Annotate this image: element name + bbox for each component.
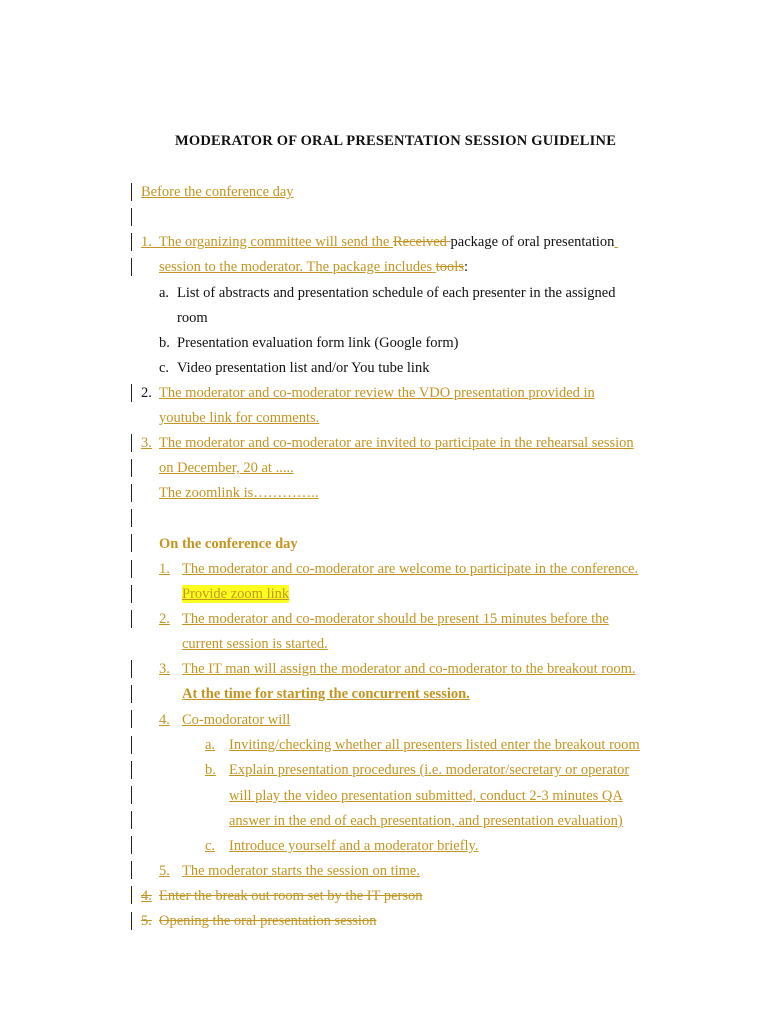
during-item-2-line-2: current session is started. (182, 636, 328, 652)
before-item-3-line-1: The moderator and co-moderator are invited to participate in the rehearsal session (159, 435, 634, 451)
item-text: session to the moderator. The package includes (159, 259, 433, 275)
sub-label: c. (205, 838, 216, 854)
sub-item-a-cont: room (177, 310, 208, 326)
before-item-2-line-1: The moderator and co-moderator review the VDO presentation provided in (159, 385, 595, 401)
during-item-1-line-1: The moderator and co-moderator are welcome to participate in the conference. (182, 561, 639, 577)
sub-item-a (159, 284, 169, 302)
sub-label: a. (205, 737, 216, 753)
during-item-1-num: 1. (159, 561, 170, 577)
deleted-text: Received (392, 234, 447, 250)
section-heading-before: Before the conference day (141, 184, 294, 200)
deleted-item-5-num: 5. (141, 913, 152, 929)
change-bar (131, 685, 132, 703)
sub-item-b-text: Presentation evaluation form link (Google form) (177, 335, 459, 351)
during-item-4-num: 4. (159, 712, 170, 728)
sub-label: a. (159, 285, 170, 301)
provide-zoom-link: Provide zoom link (182, 586, 290, 602)
sub-item-text: Introduce yourself and a moderator briefly. (229, 838, 479, 854)
sub-item-b-label: b. (159, 335, 170, 351)
during-item-4-text: Co-modorator will (182, 712, 291, 728)
deleted-item-5-text: Opening the oral presentation session (159, 913, 377, 929)
item-number: 1. (141, 234, 152, 250)
page-title: MODERATOR OF ORAL PRESENTATION SESSION GUIDELINE (175, 133, 617, 149)
before-item-3-line-3: The zoomlink is………….. (159, 485, 319, 501)
sub-item-c-label: c. (159, 360, 170, 376)
during-item-5-text: The moderator starts the session on time. (182, 863, 420, 879)
before-item-2-line-2: youtube link for comments. (159, 410, 320, 426)
change-bar (131, 710, 132, 728)
deleted-text: tools (435, 259, 464, 275)
change-bar (131, 484, 132, 502)
change-bar (131, 610, 132, 628)
before-item-1-line-2 (159, 258, 468, 276)
before-item-2-num: 2. (141, 385, 152, 401)
change-bar (131, 786, 132, 804)
change-bar (131, 585, 132, 603)
sub-item-text: answer in the end of each presentation, and presentation evaluation) (229, 813, 623, 829)
item-text: package of oral presentation (450, 234, 615, 250)
change-bar (131, 208, 132, 226)
change-bar (131, 534, 132, 552)
sub-item-text: Explain presentation procedures (i.e. moderator/secretary or operator (229, 762, 630, 778)
sub-item-a-text: List of abstracts and presentation schedule of each presenter in the assigned (177, 285, 616, 301)
change-bar (131, 660, 132, 678)
sub-item-text: Inviting/checking whether all presenters listed enter the breakout room (229, 737, 640, 753)
change-bar (131, 836, 132, 854)
deleted-item-4-text: Enter the break out room set by the IT person (159, 888, 423, 904)
before-item-3-num: 3. (141, 435, 152, 451)
change-bar (131, 509, 132, 527)
colon: : (463, 259, 469, 275)
during-item-5-num: 5. (159, 863, 170, 879)
during-item-2-num: 2. (159, 611, 170, 627)
change-bar (131, 233, 132, 251)
before-item-1-line-1 (141, 233, 618, 251)
item-text: The organizing committee will send the (158, 234, 390, 250)
change-bar (131, 434, 132, 452)
sub-item-text: will play the video presentation submitted, conduct 2-3 minutes QA (229, 788, 623, 804)
during-item-3-num: 3. (159, 661, 170, 677)
change-bar (131, 736, 132, 754)
deleted-item-4-num: 4. (141, 888, 152, 904)
change-bar (131, 912, 132, 930)
change-bar (131, 811, 132, 829)
change-bar (131, 459, 132, 477)
sub-item-c-text: Video presentation list and/or You tube link (177, 360, 430, 376)
during-item-3-line-2: At the time for starting the concurrent session. (182, 686, 470, 702)
change-bar (131, 258, 132, 276)
change-bar (131, 886, 132, 904)
change-bar (131, 384, 132, 402)
before-item-3-line-2: on December, 20 at ..... (159, 460, 294, 476)
change-bar (131, 761, 132, 779)
change-bar (131, 183, 132, 201)
change-bar (131, 861, 132, 879)
during-item-2-line-1: The moderator and co-moderator should be present 15 minutes before the (182, 611, 609, 627)
sub-label: b. (205, 762, 216, 778)
change-bar (131, 560, 132, 578)
during-item-3-line-1: The IT man will assign the moderator and co-moderator to the breakout room. (182, 661, 636, 677)
section-heading-during: On the conference day (159, 536, 298, 552)
